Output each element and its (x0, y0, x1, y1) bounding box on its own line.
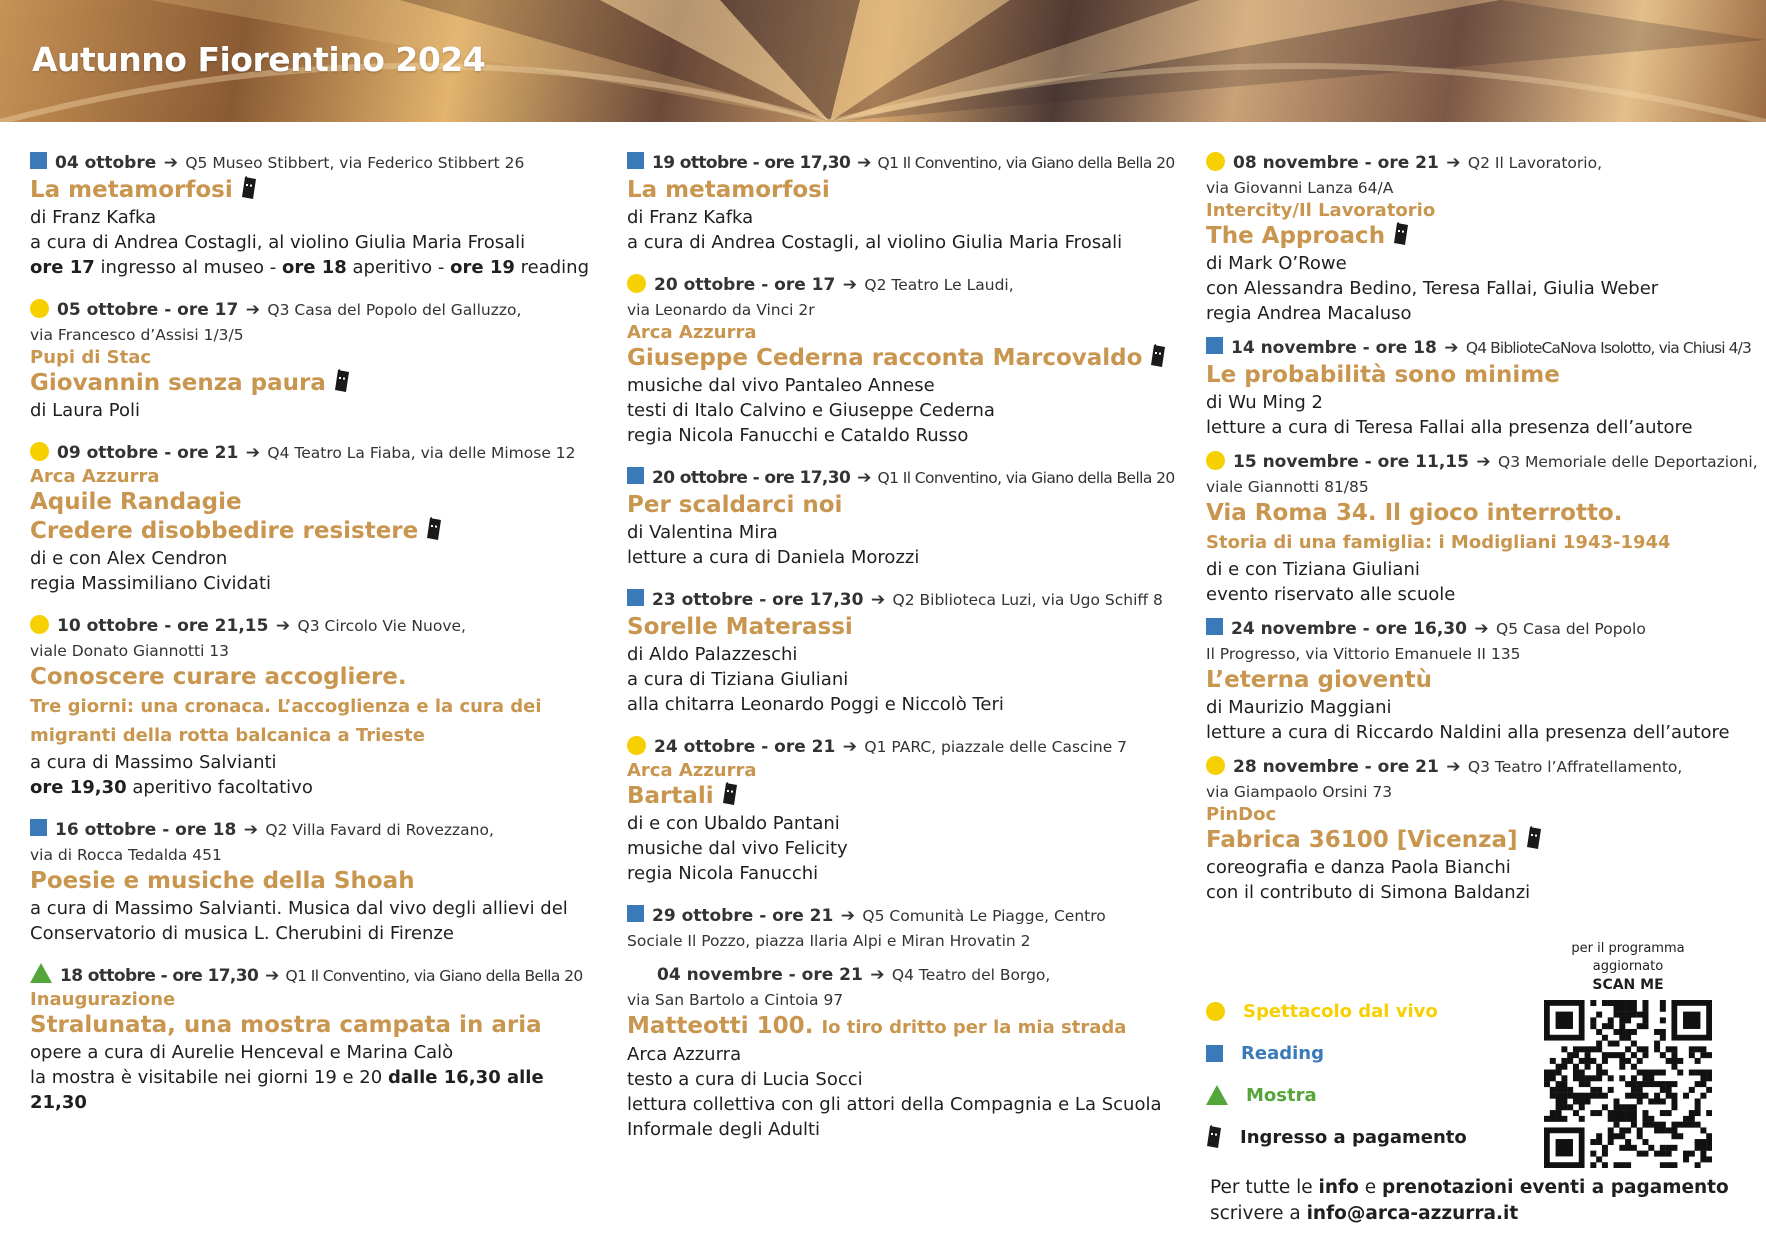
event-subtitle: Storia di una famiglia: i Modigliani 1943-1944 (1206, 532, 1671, 553)
event-title-line-2 (30, 517, 605, 546)
emphasis-text: ore 17 (30, 257, 95, 278)
event-title (1206, 222, 1751, 251)
text-segment: di Franz Kafka (627, 207, 754, 228)
event-title-text: Poesie e musiche della Shoah (30, 868, 415, 894)
legend-item (1206, 990, 1546, 1032)
event-header (1206, 335, 1751, 361)
event-header (30, 440, 605, 466)
header-banner (0, 0, 1766, 122)
qr-block (1538, 940, 1718, 1168)
text-segment: di Wu Ming 2 (1206, 392, 1323, 413)
event-presenter: Arca Azzurra (627, 760, 757, 781)
event-venue-line-2: Sociale Il Pozzo, piazza Ilaria Alpi e Miran Hrovatin 2 (627, 932, 1031, 950)
event-subtitle: Tre giorni: una cronaca. L’accoglienza e la cura dei (30, 696, 542, 717)
arrow-icon: ➔ (245, 300, 260, 320)
event-detail (1206, 301, 1751, 326)
arrow-icon: ➔ (857, 153, 871, 173)
event-date: 23 ottobre - ore 17,30 (652, 590, 864, 610)
text-segment: di Maurizio Maggiani (1206, 697, 1392, 718)
event-detail (1206, 251, 1751, 276)
arrow-icon: ➔ (870, 965, 885, 985)
event-venue: Q5 Comunità Le Piagge, Centro (862, 907, 1106, 925)
paid-ticket-icon (426, 517, 442, 541)
event-venue: Q1 Il Conventino, via Giano della Bella 20 (877, 154, 1175, 172)
event-title (627, 1012, 1187, 1042)
text-segment: e (1358, 1177, 1382, 1198)
event-venue-line-2: via Leonardo da Vinci 2r (627, 301, 815, 319)
event-venue: Q4 BiblioteCaNova Isolotto, via Chiusi 4/3 (1465, 339, 1751, 357)
paid-ticket-icon (1150, 344, 1166, 368)
event-date: 19 ottobre - ore 17,30 (652, 153, 851, 173)
text-segment: di Aldo Palazzeschi (627, 644, 798, 665)
event-detail (627, 861, 1187, 886)
event-venue: Q3 Casa del Popolo del Galluzzo, (267, 301, 522, 319)
reading-square-icon (1206, 1045, 1223, 1062)
paid-ticket-icon (1393, 222, 1409, 246)
event-title-text: Conoscere curare accogliere. (30, 664, 407, 690)
event-date: 20 ottobre - ore 17 (654, 275, 836, 295)
event-header (30, 613, 605, 639)
event-title-suffix: Io tiro dritto per la mia strada (821, 1017, 1127, 1038)
arrow-icon: ➔ (243, 820, 258, 840)
arrow-icon: ➔ (245, 443, 260, 463)
event-detail (30, 921, 605, 946)
legend-label: Reading (1241, 1042, 1324, 1064)
event-detail (1206, 855, 1751, 880)
event-item (1206, 449, 1758, 607)
event-title-text: Stralunata, una mostra campata in aria (30, 1012, 542, 1038)
reading-square-icon (627, 589, 644, 606)
text-segment: a cura di Andrea Costagli, al violino Giulia Maria Frosali (30, 232, 526, 253)
event-item (1206, 335, 1751, 440)
event-item (30, 150, 605, 280)
event-date: 14 novembre - ore 18 (1231, 338, 1437, 358)
text-segment: a cura di Massimo Salvianti. Musica dal vivo degli allievi del (30, 898, 568, 919)
event-detail (1206, 390, 1751, 415)
event-item (627, 465, 1187, 570)
event-title (30, 663, 605, 692)
reading-square-icon (30, 152, 47, 169)
event-title-text: L’eterna gioventù (1206, 667, 1433, 693)
text-segment: di e con Alex Cendron (30, 548, 228, 569)
event-title-text: Via Roma 34. Il gioco interrotto. (1206, 500, 1623, 526)
event-venue: Q3 Circolo Vie Nuove, (297, 617, 466, 635)
event-title-text: The Approach (1206, 223, 1386, 249)
event-detail (627, 545, 1187, 570)
event-detail (627, 1042, 1187, 1067)
column-1 (30, 150, 605, 1132)
qr-caption: per il programma aggiornato (1571, 941, 1685, 974)
event-detail (1206, 720, 1751, 745)
event-detail (1206, 880, 1751, 905)
arrow-icon: ➔ (163, 153, 178, 173)
event-venue-line-2: via Giovanni Lanza 64/A (1206, 179, 1394, 197)
event-venue: Q2 Villa Favard di Rovezzano, (265, 821, 494, 839)
arrow-icon: ➔ (1444, 338, 1459, 358)
event-date: 04 novembre - ore 21 (657, 965, 863, 985)
text-segment: musiche dal vivo Pantaleo Annese (627, 375, 935, 396)
event-title (30, 1011, 605, 1040)
event-date: 24 ottobre - ore 21 (654, 737, 836, 757)
arrow-icon: ➔ (275, 616, 291, 636)
text-segment: regia Andrea Macaluso (1206, 303, 1412, 324)
paid-ticket-icon (722, 782, 738, 806)
event-title (30, 867, 605, 896)
event-header (30, 297, 605, 323)
event-date: 18 ottobre - ore 17,30 (60, 966, 259, 986)
event-date: 29 ottobre - ore 21 (652, 906, 834, 926)
event-detail (1206, 557, 1751, 582)
event-venue: Q2 Il Lavoratorio, (1467, 154, 1602, 172)
arrow-icon: ➔ (857, 468, 871, 488)
event-detail (627, 398, 1187, 423)
event-detail (627, 230, 1187, 255)
live-show-circle-icon (30, 615, 49, 634)
event-title-text: Bartali (627, 783, 714, 809)
event-venue: Q4 Teatro del Borgo, (891, 966, 1051, 984)
event-detail (627, 205, 1187, 230)
event-item (1206, 150, 1751, 326)
reading-square-icon (627, 905, 644, 922)
event-detail (30, 571, 605, 596)
event-title (627, 613, 1187, 642)
emphasis-text: prenotazioni eventi a pagamento (1381, 1177, 1729, 1198)
text-segment: di Laura Poli (30, 400, 140, 421)
live-show-circle-icon (627, 274, 646, 293)
reading-square-icon (1206, 618, 1223, 635)
text-segment: regia Nicola Fanucchi e Cataldo Russo (627, 425, 969, 446)
event-detail (627, 811, 1187, 836)
event-venue: Q5 Museo Stibbert, via Federico Stibbert 26 (185, 154, 525, 172)
event-detail (627, 667, 1187, 692)
contact-line-1 (1210, 1175, 1750, 1201)
event-title-text: La metamorfosi (30, 177, 233, 203)
legend-label: Ingresso a pagamento (1240, 1126, 1467, 1148)
text-segment: aperitivo - (346, 257, 451, 278)
event-detail (627, 1067, 1187, 1092)
live-show-circle-icon (1206, 152, 1225, 171)
event-detail (30, 398, 605, 423)
emphasis-text: ore 19 (450, 257, 515, 278)
event-title (1206, 361, 1751, 390)
event-item (30, 297, 605, 423)
reading-square-icon (1206, 337, 1223, 354)
event-header (627, 962, 1187, 988)
event-detail (627, 423, 1187, 448)
exhibition-triangle-icon (1206, 1085, 1228, 1105)
text-segment: di e con Ubaldo Pantani (627, 813, 840, 834)
text-segment: con Alessandra Bedino, Teresa Fallai, Giulia Weber (1206, 278, 1659, 299)
event-header (30, 817, 605, 843)
event-detail (627, 692, 1187, 717)
event-item (30, 817, 605, 946)
event-presenter: Intercity/Il Lavoratorio (1206, 200, 1436, 221)
event-detail (30, 255, 605, 280)
event-title-text: Giuseppe Cederna racconta Marcovaldo (627, 345, 1143, 371)
text-segment: con il contributo di Simona Baldanzi (1206, 882, 1531, 903)
event-item (627, 587, 1187, 717)
event-item (30, 963, 605, 1115)
event-date: 04 ottobre (55, 153, 157, 173)
event-item (1206, 616, 1751, 745)
legend-item (1206, 1116, 1546, 1158)
event-title-text: Le probabilità sono minime (1206, 362, 1560, 388)
event-header (30, 150, 605, 176)
event-venue: Q2 Biblioteca Luzi, via Ugo Schiff 8 (892, 591, 1163, 609)
event-title (627, 176, 1187, 205)
event-presenter: PinDoc (1206, 804, 1277, 825)
event-detail (30, 896, 605, 921)
event-title-text: Per scaldarci noi (627, 492, 843, 518)
event-title (1206, 826, 1751, 855)
event-item (1206, 754, 1751, 905)
live-show-circle-icon (30, 442, 49, 461)
event-detail (30, 230, 605, 255)
contact-info (1210, 1175, 1750, 1227)
event-venue: Q3 Memoriale delle Deportazioni, (1498, 453, 1758, 471)
event-header (627, 465, 1187, 491)
event-header (1206, 754, 1751, 780)
event-venue: Q3 Teatro l’Affratellamento, (1467, 758, 1683, 776)
event-title (30, 488, 605, 517)
event-presenter: Arca Azzurra (627, 322, 757, 343)
page-title: Autunno Fiorentino 2024 (32, 40, 486, 79)
paid-ticket-icon (1206, 1125, 1222, 1149)
text-segment: alla chitarra Leonardo Poggi e Niccolò Teri (627, 694, 1004, 715)
event-title-text: Matteotti 100. (627, 1013, 814, 1039)
column-3 (1206, 150, 1758, 922)
text-segment: opere a cura di Aurelie Henceval e Marina Calò (30, 1042, 454, 1063)
emphasis-text: ore 19,30 (30, 777, 127, 798)
event-title (1206, 499, 1751, 528)
arrow-icon: ➔ (842, 275, 857, 295)
event-header (1206, 150, 1751, 176)
text-segment: testi di Italo Calvino e Giuseppe Cederna (627, 400, 995, 421)
emphasis-text: info@arca-azzurra.it (1306, 1203, 1519, 1224)
event-title-text: Giovannin senza paura (30, 370, 326, 396)
text-segment: di Franz Kafka (30, 207, 157, 228)
event-item (627, 272, 1187, 448)
emphasis-text: ore 18 (282, 257, 347, 278)
event-presenter: Inaugurazione (30, 989, 176, 1010)
text-segment: la mostra è visitabile nei giorni 19 e 20 (30, 1067, 388, 1088)
event-subtitle: migranti della rotta balcanica a Trieste (30, 725, 425, 746)
event-venue: Q1 Il Conventino, via Giano della Bella 20 (285, 967, 583, 985)
text-segment: di Mark O’Rowe (1206, 253, 1347, 274)
event-header (1206, 449, 1758, 475)
text-segment: di Valentina Mira (627, 522, 778, 543)
event-detail (1206, 415, 1751, 440)
event-title-text: Aquile Randagie (30, 489, 242, 515)
legend-item (1206, 1074, 1546, 1116)
live-show-circle-icon (30, 299, 49, 318)
event-venue-line-2: via San Bartolo a Cintoia 97 (627, 991, 844, 1009)
reading-square-icon (30, 819, 47, 836)
text-segment: a cura di Massimo Salvianti (30, 752, 277, 773)
legend-label: Spettacolo dal vivo (1243, 1000, 1438, 1022)
event-title-text: La metamorfosi (627, 177, 830, 203)
text-segment: di e con Tiziana Giuliani (1206, 559, 1420, 580)
arrow-icon: ➔ (1474, 619, 1489, 639)
event-item (627, 903, 1187, 953)
event-date: 20 ottobre - ore 17,30 (652, 468, 851, 488)
emphasis-text: dalle 16,30 alle 21,30 (30, 1067, 544, 1113)
live-show-circle-icon (627, 736, 646, 755)
event-header (627, 150, 1187, 176)
event-date: 28 novembre - ore 21 (1233, 757, 1439, 777)
event-date: 16 ottobre - ore 18 (55, 820, 237, 840)
event-item (627, 734, 1187, 886)
event-detail (30, 750, 605, 775)
legend-item (1206, 1032, 1546, 1074)
text-segment: letture a cura di Teresa Fallai alla presenza dell’autore (1206, 417, 1693, 438)
event-header (627, 903, 1187, 929)
qr-scan-label: SCAN ME (1592, 977, 1664, 993)
arrow-icon: ➔ (870, 590, 886, 610)
event-detail (627, 373, 1187, 398)
event-title (1206, 666, 1751, 695)
legend (1206, 990, 1546, 1158)
event-item (627, 962, 1187, 1142)
event-date: 15 novembre - ore 11,15 (1233, 452, 1469, 472)
text-segment: letture a cura di Daniela Morozzi (627, 547, 920, 568)
text-segment: letture a cura di Riccardo Naldini alla presenza dell’autore (1206, 722, 1730, 743)
text-segment: Informale degli Adulti (627, 1119, 821, 1140)
event-title-text: Fabrica 36100 [Vicenza] (1206, 827, 1518, 853)
text-segment: a cura di Andrea Costagli, al violino Giulia Maria Frosali (627, 232, 1123, 253)
event-venue-line-2: via di Rocca Tedalda 451 (30, 846, 222, 864)
event-title (627, 491, 1187, 520)
event-title (30, 369, 605, 398)
text-segment: aperitivo facoltativo (126, 777, 313, 798)
event-detail (30, 205, 605, 230)
text-segment: Per tutte le (1210, 1177, 1319, 1198)
event-detail (1206, 695, 1751, 720)
event-header (627, 734, 1187, 760)
live-show-circle-icon (1206, 756, 1225, 775)
live-show-circle-icon (1206, 1002, 1225, 1021)
event-detail (627, 642, 1187, 667)
text-segment: ingresso al museo - (94, 257, 283, 278)
event-date: 09 ottobre - ore 21 (57, 443, 239, 463)
event-detail (30, 1040, 605, 1065)
event-header (627, 272, 1187, 298)
event-header (1206, 616, 1751, 642)
event-venue-line-2: via Francesco d’Assisi 1/3/5 (30, 326, 244, 344)
event-venue-line-2: viale Donato Giannotti 13 (30, 642, 230, 660)
event-detail (627, 520, 1187, 545)
event-detail (30, 546, 605, 571)
event-venue: Q1 PARC, piazzale delle Cascine 7 (864, 738, 1128, 756)
event-detail (1206, 276, 1751, 301)
event-title-text: Credere disobbedire resistere (30, 518, 419, 544)
exhibition-triangle-icon (30, 963, 52, 983)
text-segment: evento riservato alle scuole (1206, 584, 1456, 605)
live-show-circle-icon (1206, 451, 1225, 470)
event-venue-line-2: Il Progresso, via Vittorio Emanuele II 135 (1206, 645, 1521, 663)
event-title-text: Sorelle Materassi (627, 614, 853, 640)
paid-ticket-icon (1526, 826, 1542, 850)
event-venue: Q1 Il Conventino, via Giano della Bella 20 (877, 469, 1175, 487)
event-detail (30, 1065, 605, 1115)
event-title (30, 176, 605, 205)
arrow-icon: ➔ (265, 966, 279, 986)
paid-ticket-icon (241, 176, 257, 200)
text-segment: musiche dal vivo Felicity (627, 838, 848, 859)
event-venue: Q4 Teatro La Fiaba, via delle Mimose 12 (267, 444, 576, 462)
event-date: 08 novembre - ore 21 (1233, 153, 1439, 173)
event-date: 10 ottobre - ore 21,15 (57, 616, 269, 636)
paid-ticket-icon (334, 369, 350, 393)
event-detail (627, 1117, 1187, 1142)
event-date: 05 ottobre - ore 17 (57, 300, 239, 320)
arrow-icon: ➔ (1446, 153, 1461, 173)
reading-square-icon (627, 152, 644, 169)
text-segment: a cura di Tiziana Giuliani (627, 669, 849, 690)
text-segment: reading (514, 257, 589, 278)
event-item (30, 613, 605, 800)
emphasis-text: info (1318, 1177, 1359, 1198)
event-presenter: Arca Azzurra (30, 466, 160, 487)
event-detail (627, 1092, 1187, 1117)
text-segment: lettura collettiva con gli attori della Compagnia e La Scuola (627, 1094, 1162, 1115)
event-item (627, 150, 1187, 255)
arrow-icon: ➔ (842, 737, 857, 757)
text-segment: scrivere a (1210, 1203, 1307, 1224)
event-title (627, 344, 1187, 373)
text-segment: regia Massimiliano Cividati (30, 573, 272, 594)
event-header (627, 587, 1187, 613)
event-venue-line-2: viale Giannotti 81/85 (1206, 478, 1369, 496)
event-title (627, 782, 1187, 811)
arrow-icon: ➔ (1476, 452, 1491, 472)
text-segment: Conservatorio di musica L. Cherubini di Firenze (30, 923, 454, 944)
event-venue: Q5 Casa del Popolo (1496, 620, 1646, 638)
text-segment: coreografia e danza Paola Bianchi (1206, 857, 1511, 878)
event-venue-line-2: via Giampaolo Orsini 73 (1206, 783, 1393, 801)
event-date: 24 novembre - ore 16,30 (1231, 619, 1467, 639)
text-segment: regia Nicola Fanucchi (627, 863, 819, 884)
legend-label: Mostra (1246, 1084, 1317, 1106)
event-detail (627, 836, 1187, 861)
event-detail (30, 775, 605, 800)
event-item (30, 440, 605, 596)
text-segment: Arca Azzurra (627, 1044, 742, 1065)
qr-code-icon[interactable] (1544, 1000, 1712, 1168)
column-2 (627, 150, 1187, 1159)
event-presenter: Pupi di Stac (30, 347, 152, 368)
event-detail (1206, 582, 1751, 607)
reading-square-icon (627, 467, 644, 484)
event-venue: Q2 Teatro Le Laudi, (864, 276, 1014, 294)
arrow-icon: ➔ (1446, 757, 1461, 777)
event-header (30, 963, 605, 989)
text-segment: testo a cura di Lucia Socci (627, 1069, 863, 1090)
arrow-icon: ➔ (840, 906, 855, 926)
contact-line-2 (1210, 1201, 1750, 1227)
